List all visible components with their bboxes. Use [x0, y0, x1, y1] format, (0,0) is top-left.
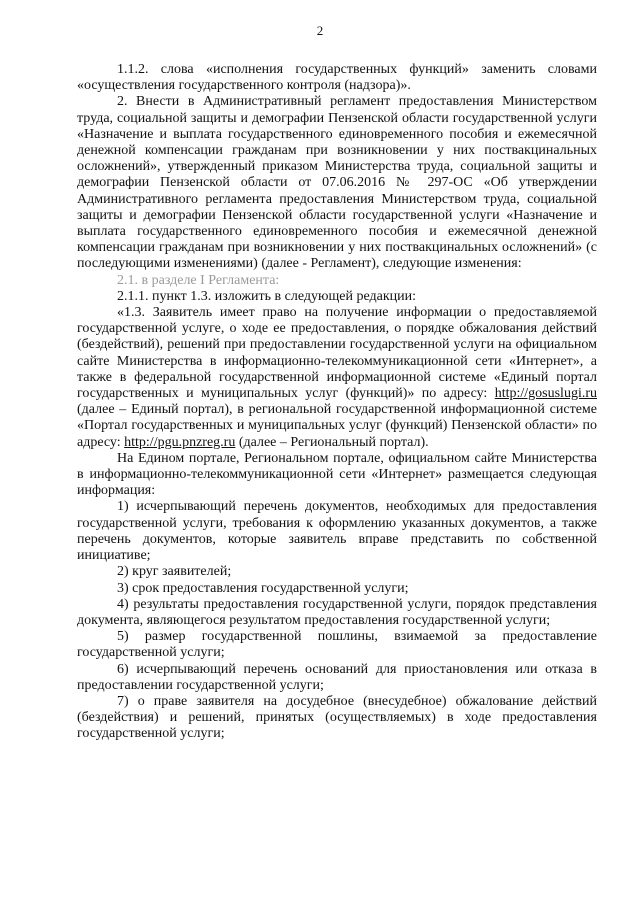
- pgu-pnzreg-link[interactable]: http://pgu.pnzreg.ru: [124, 434, 236, 450]
- list-item-1: 1) исчерпывающий перечень документов, необходимых для предоставления государственной услуги, требования к оформлению указанных документов, а также перечень документов, которые заявитель вправе представить по собственной инициативе;: [77, 499, 597, 564]
- paragraph-1-3-text-a: «1.3. Заявитель имеет право на получение информации о предоставляемой государственной услуге, о ходе ее предоставления, о порядке обжалования действий (бездействий), решений при предоставлении государственной услуги на официальном сайте Министерства в информационно-телекоммуникационной сети «Интернет», а также в федеральной государственной информационной системе «Единый портал государственных и муниципальных услуг (функций)» по адресу:: [77, 305, 597, 402]
- list-item-2: 2) круг заявителей;: [117, 564, 232, 580]
- list-item-6: 6) исчерпывающий перечень оснований для приостановления или отказа в предоставлении государственной услуги;: [77, 661, 597, 693]
- list-item-4: 4) результаты предоставления государственной услуги, порядок представления документа, являющегося результатом предоставления государственной услуги;: [77, 596, 597, 628]
- paragraph-2-1: 2.1. в разделе I Регламента:: [117, 272, 280, 288]
- page-number: 2: [316, 23, 324, 38]
- paragraph-portal-info: На Едином портале, Региональном портале, официальном сайте Министерства в информационно-телекоммуникационной сети «Интернет» размещается следующая информация:: [77, 450, 597, 499]
- list-item-3: 3) срок предоставления государственной услуги;: [117, 580, 409, 596]
- paragraph-2: 2. Внести в Административный регламент предоставления Министерством труда, социальной защиты и демографии Пензенской области государственной услуги «Назначение и выплата государственного единовременного пособия и ежемесячной денежной компенсации гражданам при возникновении у них поствакцинальных осложнений», утвержденный приказом Министерства труда, социальной защиты и демографии Пензенской области от 07.06.2016 № 297-ОС «Об утверждении Административного регламента предоставления Министерством труда, социальной защиты и демографии Пензенской области государственной услуги «Назначение и выплата государственного единовременного пособия и ежемесячной денежной компенсации гражданам при возникновении у них поствакцинальных осложнений» (с последующими изменениями) (далее - Регламент), следующие изменения:: [77, 94, 597, 272]
- document-body: [77, 62, 597, 743]
- paragraph-1-3: [77, 305, 597, 451]
- paragraph-1-3-text-b: (далее – Единый портал), в региональной государственной информационной системе «Портал государственных и муниципальных услуг (функций) Пензенской области» по адресу:: [77, 402, 597, 450]
- gosuslugi-link[interactable]: http://gosuslugi.ru: [494, 386, 597, 402]
- paragraph-1-1-2: 1.1.2. слова «исполнения государственных функций» заменить словами «осуществления государственного контроля (надзора)».: [77, 62, 597, 94]
- list-item-7: 7) о праве заявителя на досудебное (внесудебное) обжалование действий (бездействия) и решений, принятых (осуществляемых) в ходе предоставления государственной услуги;: [77, 693, 597, 742]
- paragraph-2-1-1: 2.1.1. пункт 1.3. изложить в следующей редакции:: [117, 288, 416, 304]
- list-item-5: 5) размер государственной пошлины, взимаемой за предоставление государственной услуги;: [77, 629, 597, 661]
- paragraph-1-3-text-c: (далее – Региональный портал).: [235, 434, 429, 450]
